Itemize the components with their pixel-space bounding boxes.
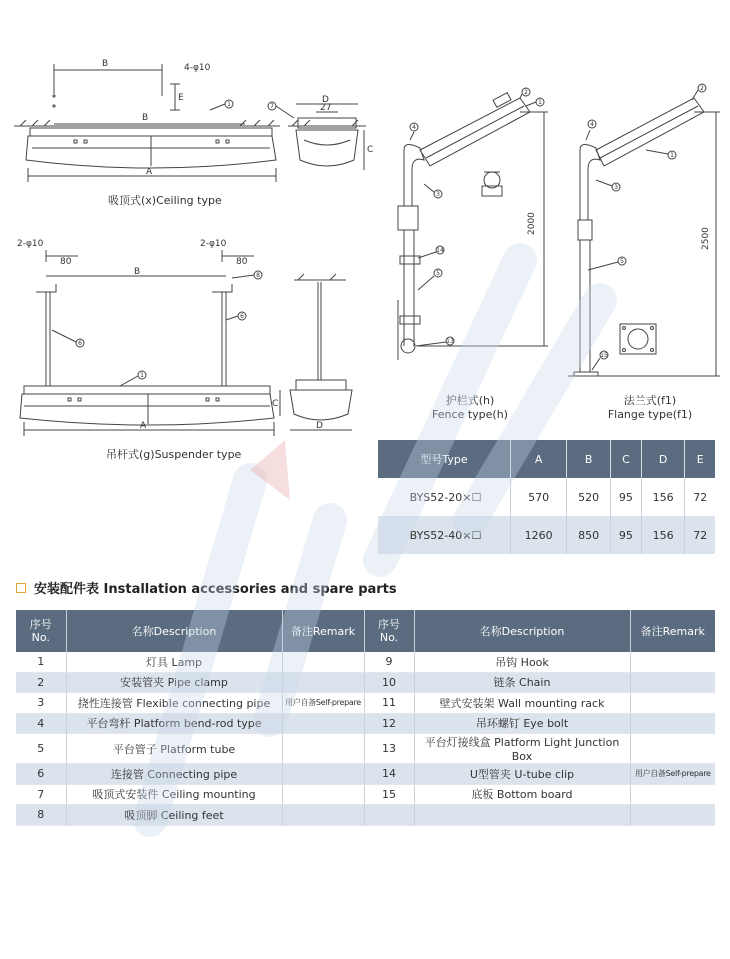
callout-4: 4 [412, 124, 416, 131]
dim-cell: 156 [641, 516, 685, 554]
row-description: 挠性连接管 Flexible connecting pipe [66, 693, 282, 714]
dim-cell: BYS52-40×☐ [378, 516, 511, 554]
table-row [16, 764, 715, 785]
row-number [364, 805, 414, 826]
flange-type-caption-en: Flange type(f1) [607, 408, 693, 421]
dim-2000: 2000 [527, 212, 537, 235]
row-number: 1 [16, 652, 66, 672]
row-number: 13 [364, 734, 414, 764]
row-description: 吸顶式安装件 Ceiling mounting [66, 784, 282, 805]
row-description [414, 805, 630, 826]
row-number: 15 [364, 784, 414, 805]
suspender-type-caption: 吊杆式(g)Suspender type [106, 448, 242, 461]
header-no-en: No. [379, 631, 399, 644]
dim-header-a: A [511, 440, 567, 478]
bullet-square-icon [16, 583, 26, 593]
dim-e: E [178, 93, 184, 103]
dim-header-e: E [685, 440, 715, 478]
row-number: 9 [364, 652, 414, 672]
dim-cell: 156 [641, 478, 685, 516]
dim-header-type: 型号Type [378, 440, 511, 478]
table-row [16, 784, 715, 805]
dim-a-ceiling: A [146, 167, 153, 177]
row-description: 吸顶脚 Ceiling feet [66, 805, 282, 826]
dim-b-suspender: B [134, 267, 141, 277]
row-remark: 用户自备Self-prepare [630, 764, 715, 785]
dim-cell: 95 [610, 478, 641, 516]
dim-holes-2b: 2-φ10 [200, 239, 227, 249]
row-description: 连接管 Connecting pipe [66, 764, 282, 785]
ceiling-type-caption: 吸顶式(x)Ceiling type [108, 194, 222, 207]
callout-7: 7 [270, 103, 274, 110]
callout-1c: 1 [538, 99, 542, 106]
callout-1d: 1 [670, 152, 674, 159]
callout-2b: 2 [700, 85, 704, 92]
dim-b-top: B [102, 59, 109, 69]
accessories-table [16, 610, 715, 826]
row-remark [630, 713, 715, 734]
callout-14: 14 [436, 247, 444, 254]
table-row [16, 805, 715, 826]
row-number: 12 [364, 713, 414, 734]
table-row [16, 693, 715, 714]
dim-header-c: C [610, 440, 641, 478]
row-description: 平台弯杆 Platform bend-rod type [66, 713, 282, 734]
table-row [378, 478, 715, 516]
row-remark [630, 672, 715, 693]
section-title [16, 578, 397, 597]
row-remark: 用户自备Self-prepare [282, 693, 364, 714]
row-description: 吊环螺钉 Eye bolt [414, 713, 630, 734]
row-description: 壁式安装架 Wall mounting rack [414, 693, 630, 714]
table-row [16, 672, 715, 693]
row-description: 底板 Bottom board [414, 784, 630, 805]
dim-cell: 850 [567, 516, 611, 554]
row-number: 3 [16, 693, 66, 714]
dim-d-ceiling: D [322, 95, 329, 105]
section-title-text: 安装配件表 Installation accessories and spare parts [34, 582, 397, 597]
callout-1b: 1 [140, 372, 144, 379]
header-no-left [16, 610, 66, 652]
flange-type-caption-cn: 法兰式(f1) [623, 394, 677, 407]
dimension-table [378, 440, 715, 554]
dim-c-suspender: C [272, 399, 279, 409]
row-remark [282, 652, 364, 672]
row-remark [630, 734, 715, 764]
row-description: U型管夹 U-tube clip [414, 764, 630, 785]
row-number: 14 [364, 764, 414, 785]
callout-8: 8 [256, 272, 260, 279]
accessories-header [16, 610, 715, 652]
dim-2500: 2500 [701, 227, 711, 250]
dim-27: 27 [320, 103, 332, 113]
row-number: 10 [364, 672, 414, 693]
header-no-right [364, 610, 414, 652]
dim-cell: 72 [685, 478, 715, 516]
dim-80b: 80 [236, 257, 248, 267]
dim-cell: 72 [685, 516, 715, 554]
dim-a-suspender: A [140, 421, 147, 431]
fence-type-caption-cn: 护栏式(h) [445, 394, 495, 407]
row-remark [282, 784, 364, 805]
header-remark-right: 备注Remark [630, 610, 715, 652]
dim-header-b: B [567, 440, 611, 478]
row-number: 2 [16, 672, 66, 693]
row-remark [282, 713, 364, 734]
dim-header-d: D [641, 440, 685, 478]
row-number: 4 [16, 713, 66, 734]
dim-c-ceiling: C [367, 145, 374, 155]
table-row [16, 652, 715, 672]
table-row [16, 734, 715, 764]
row-description: 吊钩 Hook [414, 652, 630, 672]
accessories-body [16, 652, 715, 825]
dim-holes-2a: 2-φ10 [17, 239, 44, 249]
row-description: 安装管夹 Pipe clamp [66, 672, 282, 693]
ceiling-side-view [268, 102, 366, 170]
callout-2: 2 [524, 89, 528, 96]
callout-4b: 4 [590, 121, 594, 128]
row-remark [282, 672, 364, 693]
dim-b-ceiling: B [142, 113, 149, 123]
row-remark [282, 734, 364, 764]
dim-d-suspender: D [316, 421, 323, 431]
callout-13: 13 [446, 338, 454, 345]
row-remark [282, 805, 364, 826]
row-number: 7 [16, 784, 66, 805]
row-description: 灯具 Lamp [66, 652, 282, 672]
callout-15: 15 [600, 352, 608, 359]
callout-3: 3 [436, 191, 440, 198]
row-remark [630, 652, 715, 672]
callout-5b: 5 [620, 258, 624, 265]
dim-cell: 1260 [511, 516, 567, 554]
dim-cell: BYS52-20×☐ [378, 478, 511, 516]
row-description: 平台管子 Platform tube [66, 734, 282, 764]
row-number: 5 [16, 734, 66, 764]
row-remark [282, 764, 364, 785]
row-remark [630, 784, 715, 805]
dim-cell: 570 [511, 478, 567, 516]
dim-cell: 95 [610, 516, 641, 554]
row-number: 6 [16, 764, 66, 785]
dim-cell: 520 [567, 478, 611, 516]
callout-1: 1 [227, 101, 231, 108]
callout-3b: 3 [614, 184, 618, 191]
row-remark [630, 805, 715, 826]
callout-6b: 6 [240, 313, 244, 320]
row-number: 11 [364, 693, 414, 714]
header-no-en: No. [31, 631, 50, 644]
suspender-side-view [280, 274, 352, 430]
technical-drawings [0, 0, 730, 440]
header-desc-right: 名称Description [414, 610, 630, 652]
fence-type-caption-en: Fence type(h) [432, 408, 508, 421]
fence-type-drawing [398, 88, 548, 360]
row-remark [630, 693, 715, 714]
suspender-type-drawing [20, 250, 274, 436]
header-remark-left: 备注Remark [282, 610, 364, 652]
row-description: 链条 Chain [414, 672, 630, 693]
header-desc-left: 名称Description [66, 610, 282, 652]
row-description: 平台灯接线盒 Platform Light Junction Box [414, 734, 630, 764]
callout-5: 5 [436, 270, 440, 277]
table-row [378, 516, 715, 554]
ceiling-type-drawing [14, 64, 280, 182]
header-no-cn: 序号 [378, 618, 400, 631]
dim-80a: 80 [60, 257, 72, 267]
dim-holes-4: 4-φ10 [184, 63, 211, 73]
dimension-table-header [378, 440, 715, 478]
header-no-cn: 序号 [29, 618, 52, 631]
table-row [16, 713, 715, 734]
row-number: 8 [16, 805, 66, 826]
callout-6: 6 [78, 340, 82, 347]
